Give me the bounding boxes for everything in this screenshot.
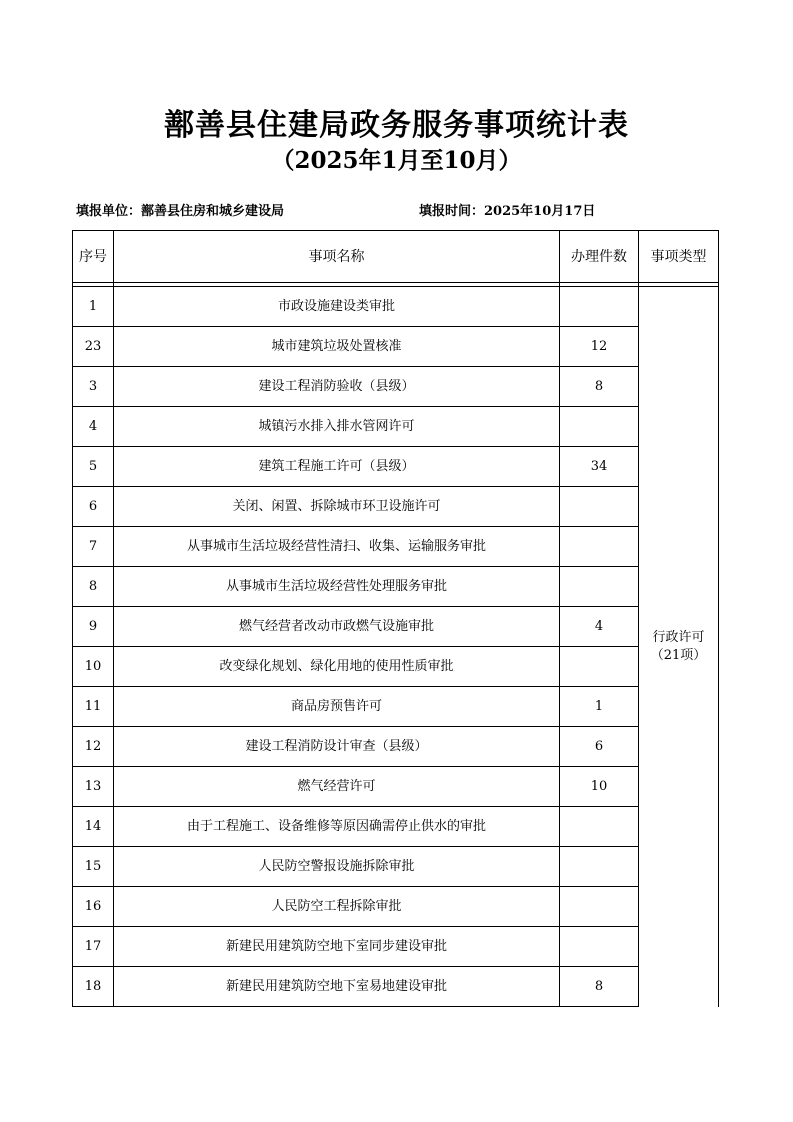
statistics-table — [72, 230, 719, 1007]
table-row — [73, 607, 719, 647]
row-name: 建筑工程施工许可（县级） — [114, 447, 560, 487]
row-count — [560, 927, 639, 967]
table-row — [73, 527, 719, 567]
row-count — [560, 567, 639, 607]
row-name: 从事城市生活垃圾经营性清扫、收集、运输服务审批 — [114, 527, 560, 567]
row-name: 由于工程施工、设备维修等原因确需停止供水的审批 — [114, 807, 560, 847]
row-count — [560, 887, 639, 927]
column-header-name: 事项名称 — [114, 231, 560, 283]
page-subtitle: （2025年1月至10月） — [271, 147, 522, 174]
row-no: 9 — [73, 607, 114, 647]
row-count — [560, 807, 639, 847]
row-count: 6 — [560, 727, 639, 767]
row-count — [560, 647, 639, 687]
table-header-row — [73, 231, 719, 283]
table-row — [73, 407, 719, 447]
reporting-unit: 填报单位：鄯善县住房和城乡建设局 — [76, 204, 285, 219]
row-no: 15 — [73, 847, 114, 887]
row-name: 城市建筑垃圾处置核准 — [114, 327, 560, 367]
row-no: 11 — [73, 687, 114, 727]
page-title: 鄯善县住建局政务服务事项统计表 — [164, 108, 629, 143]
row-no: 8 — [73, 567, 114, 607]
row-name: 建设工程消防设计审查（县级） — [114, 727, 560, 767]
row-count — [560, 407, 639, 447]
row-no: 1 — [73, 287, 114, 327]
row-name: 市政设施建设类审批 — [114, 287, 560, 327]
table-row — [73, 567, 719, 607]
row-no: 18 — [73, 967, 114, 1007]
row-no: 17 — [73, 927, 114, 967]
table-row — [73, 967, 719, 1007]
table-body — [73, 283, 719, 1007]
reporting-date: 填报时间：2025年10月17日 — [419, 204, 596, 219]
table-row — [73, 767, 719, 807]
row-name: 燃气经营许可 — [114, 767, 560, 807]
row-no: 6 — [73, 487, 114, 527]
row-no: 23 — [73, 327, 114, 367]
row-name: 新建民用建筑防空地下室同步建设审批 — [114, 927, 560, 967]
row-count: 10 — [560, 767, 639, 807]
row-count — [560, 287, 639, 327]
table-row — [73, 367, 719, 407]
column-header-count: 办理件数 — [560, 231, 639, 283]
row-name: 人民防空警报设施拆除审批 — [114, 847, 560, 887]
row-count — [560, 527, 639, 567]
table-row — [73, 807, 719, 847]
table-row — [73, 327, 719, 367]
row-count — [560, 847, 639, 887]
row-count: 8 — [560, 967, 639, 1007]
row-no: 12 — [73, 727, 114, 767]
row-no: 10 — [73, 647, 114, 687]
table-row — [73, 647, 719, 687]
row-name: 改变绿化规划、绿化用地的使用性质审批 — [114, 647, 560, 687]
item-type-count: （21项） — [650, 647, 707, 663]
row-no: 13 — [73, 767, 114, 807]
row-no: 16 — [73, 887, 114, 927]
table-row — [73, 487, 719, 527]
table-row — [73, 687, 719, 727]
column-header-no: 序号 — [73, 231, 114, 283]
row-no: 14 — [73, 807, 114, 847]
row-name: 关闭、闲置、拆除城市环卫设施许可 — [114, 487, 560, 527]
row-no: 7 — [73, 527, 114, 567]
row-name: 燃气经营者改动市政燃气设施审批 — [114, 607, 560, 647]
table-row — [73, 287, 719, 327]
table-row — [73, 727, 719, 767]
row-count: 1 — [560, 687, 639, 727]
table-row — [73, 447, 719, 487]
row-count: 34 — [560, 447, 639, 487]
item-type-cell — [639, 287, 719, 1007]
row-name: 新建民用建筑防空地下室易地建设审批 — [114, 967, 560, 1007]
row-count: 8 — [560, 367, 639, 407]
row-name: 城镇污水排入排水管网许可 — [114, 407, 560, 447]
table-row — [73, 847, 719, 887]
row-name: 建设工程消防验收（县级） — [114, 367, 560, 407]
row-count: 4 — [560, 607, 639, 647]
row-count — [560, 487, 639, 527]
column-header-type: 事项类型 — [639, 231, 719, 283]
row-name: 人民防空工程拆除审批 — [114, 887, 560, 927]
table-row — [73, 887, 719, 927]
table-row — [73, 927, 719, 967]
row-no: 5 — [73, 447, 114, 487]
row-no: 3 — [73, 367, 114, 407]
row-no: 4 — [73, 407, 114, 447]
item-type-label: 行政许可 — [652, 629, 705, 645]
row-name: 商品房预售许可 — [114, 687, 560, 727]
row-name: 从事城市生活垃圾经营性处理服务审批 — [114, 567, 560, 607]
row-count: 12 — [560, 327, 639, 367]
